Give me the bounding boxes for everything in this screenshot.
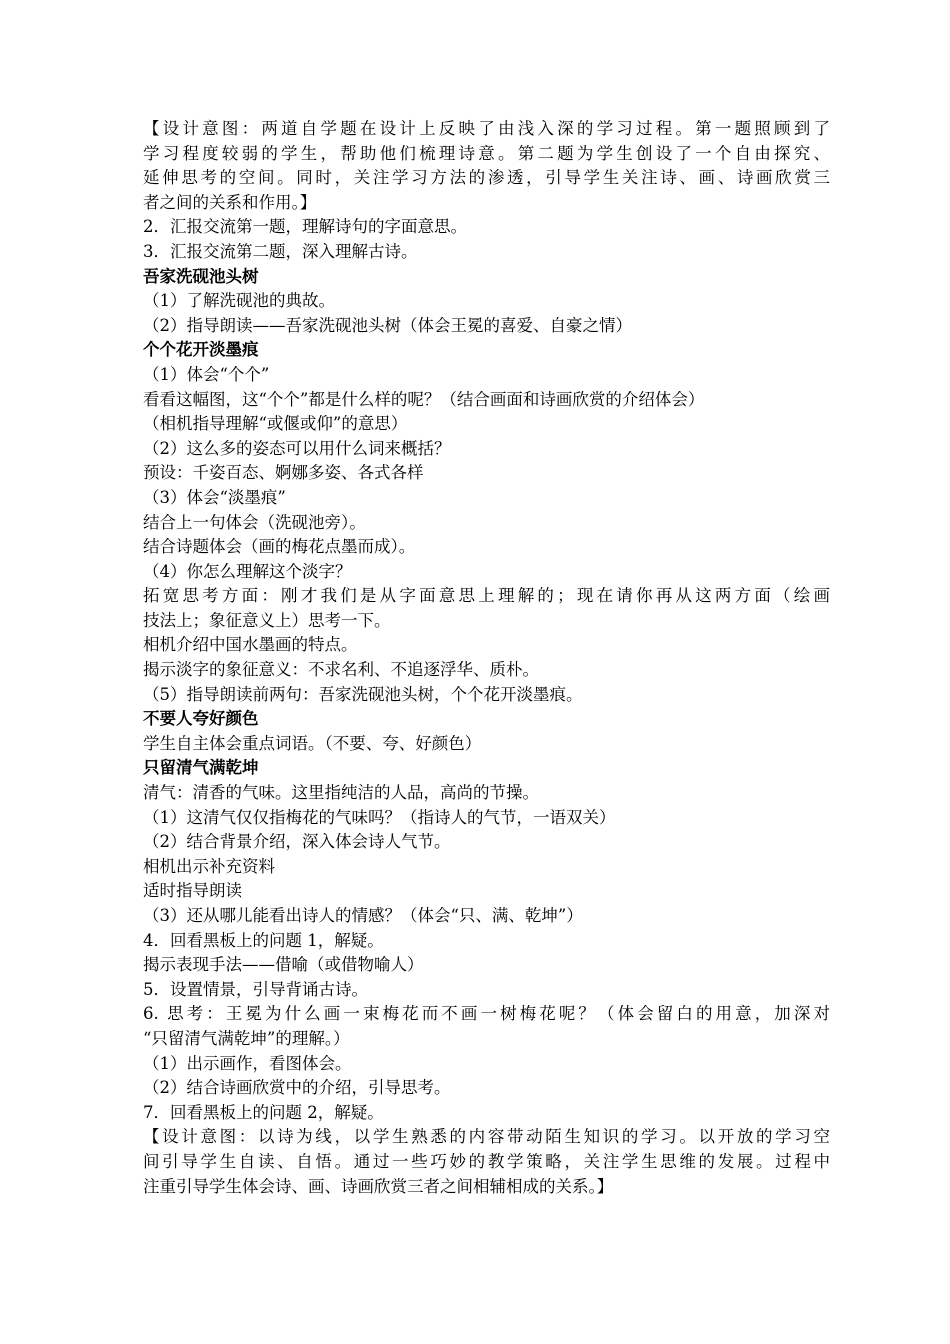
text-line: （2）指导朗读——吾家洗砚池头树（体会王冕的喜爱、自豪之情） [143,315,632,335]
text-line: 者之间的关系和作用。】 [143,192,317,212]
text-line: 7．回看黑板上的问题 2，解疑。 [143,1102,384,1122]
text-line: （4）你怎么理解这个淡字？ [143,561,352,581]
text-line: 6. 思考：王冕为什么画一束梅花而不画一树梅花呢？（体会留白的用意，加深对 [143,1004,830,1024]
section-heading: 个个花开淡墨痕 [143,340,259,360]
text-line: （1）了解洗砚池的典故。 [143,291,335,311]
text-line: 【设计意图：两道自学题在设计上反映了由浅入深的学习过程。第一题照顾到了 [143,119,830,138]
text-line: 拓宽思考方面：刚才我们是从字面意思上理解的；现在请你再从这两方面（绘画 [143,586,830,606]
text-line: 揭示表现手法——借喻（或借物喻人） [143,955,424,975]
text-line: 技法上；象征意义上）思考一下。 [143,610,391,630]
text-line: 结合诗题体会（画的梅花点墨而成）。 [143,537,416,557]
text-line: 4．回看黑板上的问题 1，解疑。 [143,930,384,950]
text-line: （1）体会“个个” [143,364,270,384]
text-line: 看看这幅图，这“个个”都是什么样的呢？（结合画面和诗画欣赏的介绍体会） [143,389,705,409]
text-line: 【设计意图：以诗为线，以学生熟悉的内容带动陌生知识的学习。以开放的学习空 [143,1127,830,1147]
text-line: 间引导学生自读、自悟。通过一些巧妙的教学策略，关注学生思维的发展。过程中 [143,1151,830,1171]
text-line: 2．汇报交流第一题，理解诗句的字面意思。 [143,217,467,237]
text-line: 学生自主体会重点词语。（不要、夸、好颜色） [143,733,482,753]
text-line: 结合上一句体会（洗砚池旁）。 [143,512,366,532]
section-heading: 只留清气满乾坤 [143,758,259,778]
text-line: 适时指导朗读 [143,881,242,901]
section-heading: 不要人夸好颜色 [143,709,259,729]
text-line: （5）指导朗读前两句：吾家洗砚池头树，个个花开淡墨痕。 [143,684,583,704]
text-line: 相机出示补充资料 [143,856,275,876]
text-line: （2）这么多的姿态可以用什么词来概括？ [143,438,451,458]
text-line: “只留清气满乾坤”的理解。） [143,1028,350,1048]
text-line: 延伸思考的空间。同时，关注学习方法的渗透，引导学生关注诗、画、诗画欣赏三 [143,168,830,188]
text-line: （3）还从哪儿能看出诗人的情感？（体会“只、满、乾坤”） [143,906,583,925]
text-line: （2）结合背景介绍，深入体会诗人气节。 [143,832,451,852]
text-line: 清气：清香的气味。这里指纯洁的人品，高尚的节操。 [143,783,539,803]
text-line: （1）出示画作，看图体会。 [143,1053,352,1073]
text-line: 预设：千姿百态、婀娜多姿、各式各样 [143,463,424,483]
text-line: 学习程度较弱的学生，帮助他们梳理诗意。第二题为学生创设了一个自由探究、 [143,143,830,163]
text-line: 5．设置情景，引导背诵古诗。 [143,979,368,999]
text-line: 注重引导学生体会诗、画、诗画欣赏三者之间相辅相成的关系。】 [143,1176,614,1196]
text-line: （1）这清气仅仅指梅花的气味吗？（指诗人的气节，一语双关） [143,807,616,827]
text-line: （相机指导理解“或偃或仰”的意思） [143,414,408,434]
document-body [143,117,830,1199]
text-line: 相机介绍中国水墨画的特点。 [143,635,358,655]
text-line: 3．汇报交流第二题，深入理解古诗。 [143,241,418,261]
text-line: 揭示淡字的象征意义：不求名利、不追逐浮华、质朴。 [143,660,539,680]
text-line: （3）体会“淡墨痕” [143,487,286,507]
text-line: （2）结合诗画欣赏中的介绍，引导思考。 [143,1078,451,1098]
section-heading: 吾家洗砚池头树 [143,266,259,286]
